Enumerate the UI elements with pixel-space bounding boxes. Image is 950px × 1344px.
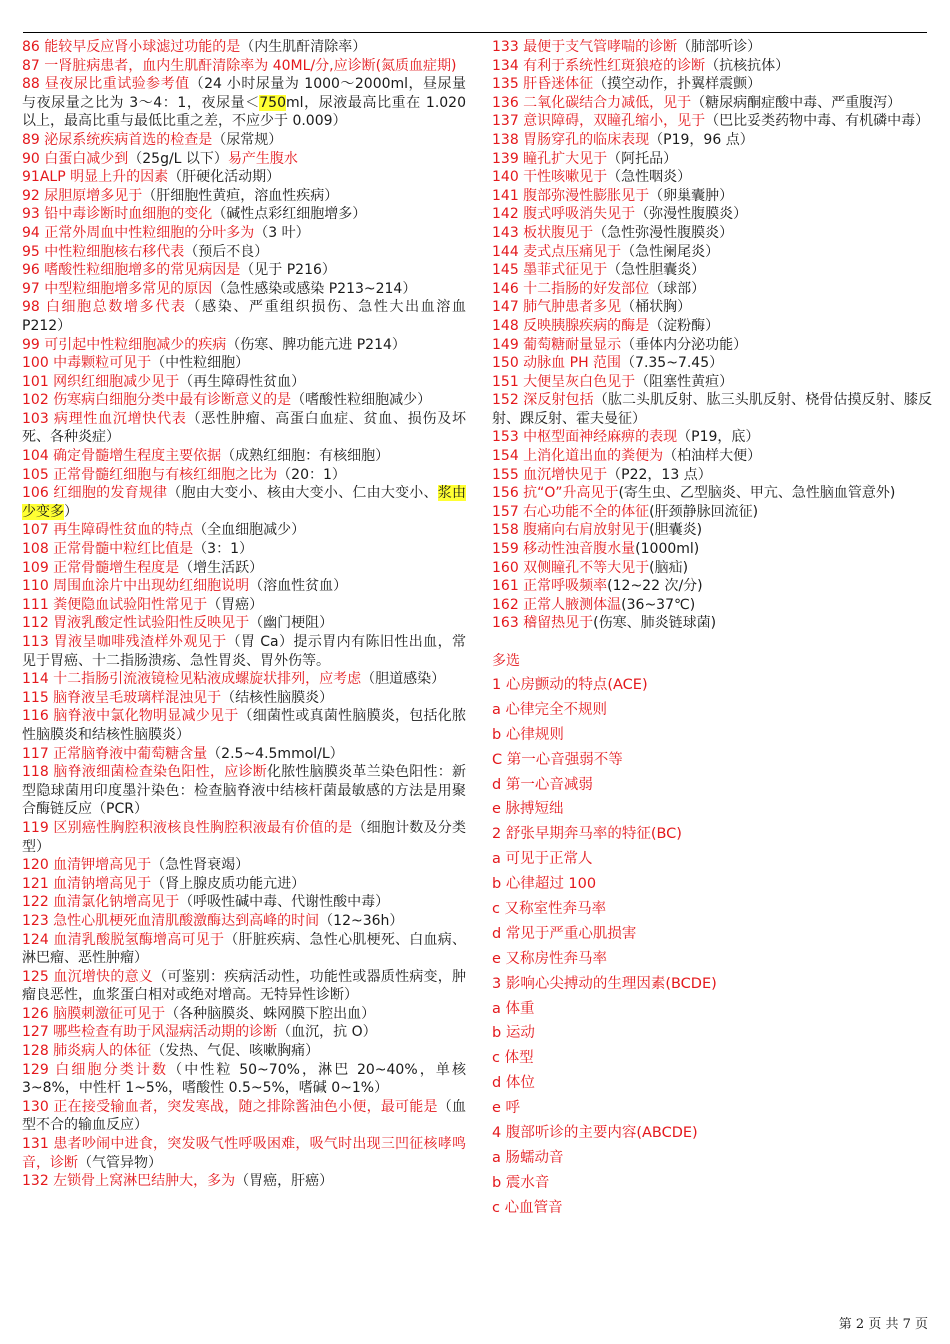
answer-text: （胞由大变小、核由大变小、仁由大变小、 (167, 485, 438, 502)
question-text: 127 哪些检查有助于风湿病活动期的诊断 (22, 1024, 278, 1041)
mc-option: a 可见于正常人 (492, 851, 593, 868)
qa-entry (22, 131, 466, 150)
qa-entry (492, 150, 932, 169)
answer-text: （胃癌，肝癌） (235, 1173, 334, 1190)
qa-entry (492, 503, 932, 522)
question-text: 149 葡萄糖耐量显示 (492, 336, 622, 353)
qa-entry (22, 1172, 466, 1191)
answer-text: （肝细胞性黄疸，溶血性疾病） (142, 187, 339, 204)
answer-text: （肝硬化活动期） (168, 169, 281, 186)
answer-text: （25g/L 以下） (128, 150, 228, 167)
question-text: 158 腹痛向右肩放射见于 (492, 522, 650, 539)
qa-entry (22, 540, 466, 559)
question-text: 109 正常骨髓增生程度是 (22, 559, 180, 576)
qa-entry (22, 614, 466, 633)
mc-option: b 运动 (492, 1025, 535, 1042)
qa-entry (492, 298, 932, 317)
qa-entry (492, 466, 932, 485)
mc-option: b 震水音 (492, 1174, 550, 1191)
question-text: 141 腹部弥漫性膨胀见于 (492, 187, 650, 204)
question-text: 105 正常骨髓红细胞与有核红细胞之比为 (22, 466, 278, 483)
qa-entry (22, 633, 466, 670)
right-entries (492, 38, 932, 633)
answer-text: （中性粒细胞） (151, 355, 250, 372)
qa-entry (22, 577, 466, 596)
question-text: 115 脑脊液呈毛玻璃样混浊见于 (22, 689, 222, 706)
question-text: 161 正常呼吸频率 (492, 578, 608, 595)
answer-text: （巴比妥类药物中毒、有机磷中毒） (705, 113, 930, 130)
answer-text: （各种脑膜炎、蛛网膜下腔出血） (165, 1005, 376, 1022)
question-text: 152 深反射包括 (492, 392, 594, 409)
qa-entry (492, 57, 932, 76)
mc-option: e 脉搏短绌 (492, 801, 564, 818)
answer-text: （可鉴别：疾病活动性，功能性或器质性病变，肿瘤良恶性，血浆蛋白相对或绝对增高。无特异性诊断） (22, 968, 467, 1004)
qa-entry (22, 1061, 466, 1098)
question-text: 110 周围血涂片中出现幼红细胞说明 (22, 578, 250, 595)
mc-option: d 体位 (492, 1075, 535, 1092)
question-text: 129 白细胞分类计数 (22, 1061, 169, 1078)
qa-entry (22, 596, 466, 615)
qa-entry (22, 373, 466, 392)
question-text: 111 粪便隐血试验阳性常见于 (22, 596, 208, 613)
answer-text: （肾上腺皮质功能亢进） (151, 875, 306, 892)
qa-entry (22, 1135, 466, 1172)
mc-option: a 体重 (492, 1000, 535, 1017)
answer-text: （幽门梗阻） (249, 615, 334, 632)
qa-entry (22, 205, 466, 224)
question-text: 99 可引起中性粒细胞减少的疾病 (22, 336, 227, 353)
answer-text: (1000ml) (635, 541, 700, 558)
qa-entry (492, 261, 932, 280)
qa-entry (22, 875, 466, 894)
answer-text: （P19，底） (677, 429, 760, 446)
qa-entry (22, 689, 466, 708)
answer-text: （肝脏疾病、急性心肌梗死、白血病、淋巴瘤、恶性肿瘤） (22, 931, 467, 967)
mc-question: 4 腹部听诊的主要内容(ABCDE) (492, 1125, 698, 1142)
qa-entry (22, 57, 466, 76)
qa-entry (22, 1005, 466, 1024)
qa-entry (22, 707, 466, 744)
answer-text: （3 叶） (254, 224, 310, 241)
question-text: 144 麦式点压痛见于 (492, 243, 622, 260)
question-text: 93 铅中毒诊断时血细胞的变化 (22, 206, 213, 223)
header-rule (23, 32, 927, 33)
answer-text: (12~22 次/分) (607, 578, 703, 595)
answer-text: （摸空动作，扑翼样震颤） (593, 76, 762, 93)
answer-text: （细胞计数及分类型） (22, 819, 467, 855)
answer-text: （柏油样大便） (663, 448, 762, 465)
answer-text: （3：1） (193, 541, 253, 558)
qa-entry (22, 819, 466, 856)
answer-text: （急性咽炎） (607, 169, 692, 186)
answer-text: （急性肾衰竭） (151, 857, 250, 874)
question-text: 160 双侧瞳孔不等大见于 (492, 559, 650, 576)
answer-text: （24 小时尿量为 1000～2000ml，昼尿量与夜尿量之比为 3～4：1，夜尿量＜ (22, 76, 467, 111)
qa-entry (492, 614, 932, 633)
question-text: 156 抗“O”升高见于 (492, 485, 619, 502)
mc-option: b 心律规则 (492, 726, 564, 743)
answer-text: （血型不合的输血反应） (22, 1098, 467, 1134)
qa-entry (22, 1023, 466, 1042)
qa-entry (22, 466, 466, 485)
question-text: 150 动脉血 PH 范围 (492, 355, 622, 372)
answer-text: (寄生虫、乙型脑炎、甲亢、急性脑血管意外) (618, 485, 896, 502)
question-text: 154 上消化道出血的粪便为 (492, 448, 664, 465)
answer-text: ml，尿液最高比重在 1.020 以上，最高比重与最低比重之差，不应少于 0.009） (22, 94, 466, 130)
qa-entry (492, 168, 932, 187)
question-text: 132 左锁骨上窝淋巴结肿大，多为 (22, 1173, 236, 1190)
question-text: 95 中性粒细胞核右移代表 (22, 243, 185, 260)
question-text: 124 血清乳酸脱氢酶增高可见于 (22, 931, 225, 948)
question-text: 94 正常外周血中性粒细胞的分叶多为 (22, 224, 255, 241)
question-text: 139 瞳孔扩大见于 (492, 150, 608, 167)
qa-entry (22, 261, 466, 280)
answer-text: (胆囊炎) (649, 522, 703, 539)
mc-option: a 心律完全不规则 (492, 701, 607, 718)
qa-entry (22, 224, 466, 243)
qa-entry (492, 484, 932, 503)
question-text: 122 血清氯化钠增高见于 (22, 894, 180, 911)
qa-entry (22, 931, 466, 968)
answer-text: （P22，13 点） (607, 466, 712, 483)
qa-entry (492, 112, 932, 131)
question-text: 107 再生障碍性贫血的特点 (22, 522, 194, 539)
qa-entry (22, 187, 466, 206)
answer-text: （见于 P216） (240, 262, 336, 279)
question-text: 87 一肾脏病患者，血内生肌酐清除率为 40ML/分,应诊断(氮质血症期) (22, 57, 457, 74)
answer-text: （溶血性贫血） (249, 578, 348, 595)
question-text: 90 白蛋白减少到 (22, 150, 129, 167)
answer-text: （再生障碍性贫血） (179, 373, 306, 390)
answer-text: （结核性脑膜炎） (221, 689, 334, 706)
answer-text: （12~36h） (319, 912, 404, 929)
qa-entry (492, 559, 932, 578)
question-text: 101 网织红细胞减少见于 (22, 373, 180, 390)
question-text: 112 胃液乳酸定性试验阳性反映见于 (22, 615, 250, 632)
highlighted-text: 750 (259, 94, 286, 111)
answer-text: （抗核抗体） (705, 57, 790, 74)
qa-entry (22, 763, 466, 819)
qa-entry (22, 670, 466, 689)
answer-text: （血沉，抗 O） (277, 1024, 377, 1041)
question-text: 89 泌尿系统疾病首选的检查是 (22, 131, 213, 148)
question-text: 103 病理性血沉增快代表 (22, 410, 187, 427)
question-text: 138 胃肠穿孔的临床表现 (492, 131, 650, 148)
mc-question: 2 舒张早期奔马率的特征(BC) (492, 826, 682, 843)
qa-entry (22, 391, 466, 410)
question-text: 91ALP 明显上升的因素 (22, 169, 169, 186)
qa-entry (22, 745, 466, 764)
qa-entry (22, 354, 466, 373)
qa-entry (22, 912, 466, 931)
question-text: 151 大便呈灰白色见于 (492, 373, 636, 390)
qa-entry (492, 94, 932, 113)
answer-text: （垂体内分泌功能） (621, 336, 748, 353)
answer-text: （增生活跃） (179, 559, 264, 576)
mc-option: d 第一心音减弱 (492, 776, 593, 793)
question-text: 119 区别癌性胸腔积液核良性胸腔积液最有价值的是 (22, 819, 353, 836)
mc-option: c 体型 (492, 1050, 534, 1067)
question-text: 130 正在接受输血者，突发寒战，随之排除酱油色小便，最可能是 (22, 1098, 438, 1115)
answer-text: （20：1） (277, 466, 346, 483)
answer-text: (36~37℃) (621, 596, 696, 613)
answer-text: （感染、严重组织损伤、急性大出血溶血 P212） (22, 299, 467, 334)
qa-entry (492, 38, 932, 57)
question-text: 137 意识障碍，双瞳孔缩小，见于 (492, 113, 706, 130)
question-text: 88 昼夜尿比重试验参考值 (22, 76, 190, 93)
question-text: 155 血沉增快见于 (492, 466, 608, 483)
answer-text: （阻塞性黄疸） (635, 373, 734, 390)
qa-entry (492, 447, 932, 466)
answer-text: （桶状胸） (621, 299, 692, 316)
question-text: 145 墨菲式征见于 (492, 262, 608, 279)
question-text: 147 肺气肿患者多见 (492, 299, 622, 316)
question-text: 104 确定骨髓增生程度主要依据 (22, 448, 222, 465)
question-text: 86 能较早反应肾小球滤过功能的是 (22, 39, 241, 55)
question-text: 121 血清钠增高见于 (22, 875, 152, 892)
qa-entry (492, 391, 932, 428)
question-text: 159 移动性浊音腹水量 (492, 541, 636, 558)
mc-question: 1 心房颤动的特点(ACE) (492, 677, 648, 693)
multiple-choice-list (492, 673, 932, 1221)
qa-entry (22, 559, 466, 578)
answer-text: （球部） (649, 280, 706, 297)
qa-entry (492, 428, 932, 447)
qa-entry (22, 521, 466, 540)
question-text: 125 血沉增快的意义 (22, 968, 154, 985)
answer-text: (肝颈静脉回流征) (649, 503, 759, 520)
answer-text: （气管异物） (78, 1154, 162, 1171)
question-text: 162 正常人腋测体温 (492, 596, 622, 613)
question-text: 153 中枢型面神经麻痹的表现 (492, 429, 678, 446)
question-text: 113 胃液呈咖啡残渣样外观见于 (22, 634, 227, 650)
answer-text: （胃癌） (207, 596, 264, 613)
question-text: 117 正常脑脊液中葡萄糖含量 (22, 745, 208, 762)
question-text: 易产生腹水 (227, 150, 298, 167)
qa-entry (22, 298, 466, 335)
answer-text: （肱二头肌反射、肱三头肌反射、桡骨估摸反射、膝反射、踝反射、霍夫曼征） (492, 392, 933, 427)
question-text: 157 右心功能不全的体征 (492, 503, 650, 520)
qa-entry (22, 484, 466, 521)
question-text: 92 尿胆原增多见于 (22, 187, 143, 204)
mc-option: c 心血管音 (492, 1199, 563, 1216)
qa-entry (492, 596, 932, 615)
answer-text: （7.35~7.45） (621, 355, 724, 372)
qa-entry (22, 150, 466, 169)
question-text: 97 中型粒细胞增多常见的原因 (22, 280, 213, 297)
qa-entry (22, 38, 466, 57)
qa-entry (492, 75, 932, 94)
qa-entry (492, 577, 932, 596)
answer-text: ） (64, 503, 78, 520)
question-text: 123 急性心肌梗死血清肌酸激酶达到高峰的时间 (22, 912, 320, 929)
answer-text: （细菌性或真菌性脑膜炎，包括化脓性脑膜炎和结核性脑膜炎） (22, 708, 466, 743)
qa-entry (492, 540, 932, 559)
question-text: 146 十二指肠的好发部位 (492, 280, 650, 297)
answer-text: （胆道感染） (361, 671, 446, 688)
question-text: 140 干性咳嗽见于 (492, 169, 608, 186)
qa-entry (22, 856, 466, 875)
question-text: 133 最便于支气管哮喘的诊断 (492, 39, 678, 55)
question-text: 116 脑脊液中氯化物明显减少见于 (22, 708, 239, 725)
answer-text: （预后不良） (184, 243, 269, 260)
qa-entry (492, 521, 932, 540)
answer-text: （P19，96 点） (649, 131, 754, 148)
answer-text: （发热、气促、咳嗽胸痛） (151, 1043, 320, 1060)
qa-entry (22, 1042, 466, 1061)
mc-option: d 常见于严重心肌损害 (492, 925, 637, 942)
question-text: 96 嗜酸性粒细胞增多的常见病因是 (22, 262, 241, 279)
answer-text: 化脓性脑膜炎革兰染色阳性：新型隐球菌用印度墨汁染色：检查脑脊液中结核杆菌最敏感的方法是用聚合酶链反应（PCR） (22, 764, 467, 818)
question-text: 120 血清钾增高见于 (22, 857, 152, 874)
answer-text: （肺部听诊） (677, 39, 762, 55)
mc-option: C 第一心音强弱不等 (492, 751, 623, 768)
answer-text: （急性感染或感染 P213~214） (212, 280, 417, 297)
answer-text: （内生肌酐清除率） (240, 39, 367, 55)
answer-text: (脑疝) (649, 559, 689, 576)
answer-text: （碱性点彩红细胞增多） (212, 206, 367, 223)
qa-entry (22, 168, 466, 187)
question-text: 136 二氧化碳结合力减低，见于 (492, 94, 692, 111)
question-text: 135 肝昏迷体征 (492, 76, 594, 93)
question-text: 142 腹式呼吸消失见于 (492, 206, 636, 223)
answer-text: （阿托品） (607, 150, 678, 167)
answer-text: （糖尿病酮症酸中毒、严重腹泻） (691, 94, 902, 111)
mc-option: e 又称房性奔马率 (492, 950, 608, 967)
qa-entry (22, 410, 466, 447)
answer-text: （卵巢囊肿） (649, 187, 734, 204)
highlighted-text: 浆由少变多 (22, 485, 467, 520)
qa-entry (492, 354, 932, 373)
question-text: 100 中毒颗粒可见于 (22, 355, 152, 372)
question-text: 108 正常骨髓中粒红比值是 (22, 541, 194, 558)
right-column (492, 38, 932, 1221)
mc-option: b 心律超过 100 (492, 876, 597, 893)
qa-entry (492, 373, 932, 392)
page-number: 第 2 页 共 7 页 (838, 1317, 928, 1332)
answer-text: （呼吸性碱中毒、代谢性酸中毒） (179, 894, 390, 911)
answer-text: （弥漫性腹膜炎） (635, 206, 748, 223)
qa-entry (22, 336, 466, 355)
qa-entry (22, 893, 466, 912)
question-text: 143 板状腹见于 (492, 224, 594, 241)
qa-entry (22, 447, 466, 466)
question-text: 128 肺炎病人的体征 (22, 1043, 152, 1060)
qa-entry (492, 317, 932, 336)
answer-text: （急性胆囊炎） (607, 262, 706, 279)
answer-text: （2.5~4.5mmol/L） (207, 745, 344, 762)
mc-option: c 又称室性奔马率 (492, 901, 607, 918)
multiple-choice-title: 多选 (492, 653, 520, 669)
mc-option: e 呼 (492, 1100, 521, 1117)
answer-text: （急性弥漫性腹膜炎） (593, 224, 734, 241)
answer-text: （中性粒 50~70%，淋巴 20~40%，单核 3~8%，中性杆 1~5%，嗜酸性 0.5~5%，嗜碱 0~1%） (22, 1061, 467, 1097)
qa-entry (492, 243, 932, 262)
qa-entry (492, 187, 932, 206)
answer-text: （急性阑尾炎） (621, 243, 720, 260)
qa-entry (492, 224, 932, 243)
qa-entry (22, 968, 466, 1005)
answer-text: （伤寒、脾功能亢进 P214） (226, 336, 406, 353)
answer-text: （成熟红细胞：有核细胞） (221, 448, 390, 465)
question-text: 134 有利于系统性红斑狼疮的诊断 (492, 57, 706, 74)
answer-text: （尿常规） (212, 131, 283, 148)
answer-text: (伤寒、肺炎链球菌) (593, 615, 717, 632)
mc-option: a 肠蠕动音 (492, 1149, 564, 1166)
question-text: 131 患者吵闹中进食，突发吸气性呼吸困难，吸气时出现三凹征核哮鸣音，诊断 (22, 1136, 466, 1171)
answer-text: （恶性肿瘤、高蛋白血症、贫血、损伤及坏死、各种炎症） (22, 410, 467, 446)
answer-text: （嗜酸性粒细胞减少） (291, 392, 432, 409)
mc-question: 3 影响心尖搏动的生理因素(BCDE) (492, 975, 717, 992)
qa-entry (492, 131, 932, 150)
question-text: 106 红细胞的发育规律 (22, 485, 168, 502)
question-text: 114 十二指肠引流液镜检见粘液成螺旋状排列，应考虑 (22, 671, 362, 688)
qa-entry (492, 205, 932, 224)
qa-entry (22, 280, 466, 299)
question-text: 163 稽留热见于 (492, 615, 594, 632)
question-text: 118 脑脊液细菌检查染色阳性，应诊断 (22, 764, 267, 781)
answer-text: （胃 Ca）提示胃内有陈旧性出血，常见于胃癌、十二指肠溃疡、急性胃炎、胃外伤等。 (22, 634, 466, 669)
qa-entry (22, 1098, 466, 1135)
question-text: 102 伤寒病白细胞分类中最有诊断意义的是 (22, 392, 292, 409)
left-column (22, 38, 466, 1191)
question-text: 126 脑膜刺激征可见于 (22, 1005, 166, 1022)
answer-text: （全血细胞减少） (193, 522, 306, 539)
qa-entry (22, 75, 466, 131)
qa-entry (492, 280, 932, 299)
qa-entry (492, 336, 932, 355)
qa-entry (22, 243, 466, 262)
question-text: 98 白细胞总数增多代表 (22, 299, 187, 316)
answer-text: （淀粉酶） (649, 317, 720, 334)
question-text: 148 反映胰腺疾病的酶是 (492, 317, 650, 334)
